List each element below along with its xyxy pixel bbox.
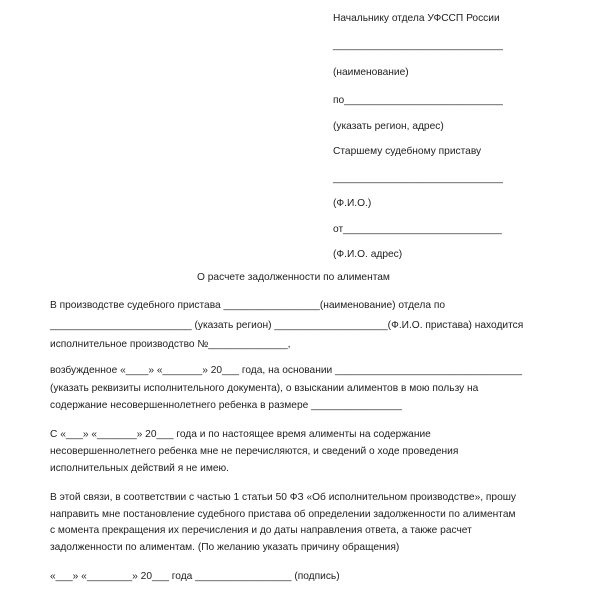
signature-line: «___» «________» 20___ года _________________ (подпись) (50, 571, 340, 582)
addressee-region-line: по____________________________ (333, 95, 503, 106)
addressee-bailiff-line: Старшему судебному приставу (333, 146, 482, 157)
paragraph-line: (указать реквизиты исполнительного документа), о взыскании алиментов в мою пользу на (50, 383, 479, 394)
addressee-line: Начальнику отдела УФССП России (333, 13, 500, 24)
addressee-blank-line: ______________________________ (333, 40, 503, 51)
paragraph-line: В производстве судебного пристава _________________(наименование) отдела по (50, 300, 445, 311)
paragraph-line: задолженности по алиментам. (По желанию указать причину обращения) (50, 542, 400, 553)
sender-hint: (Ф.И.О. адрес) (333, 249, 403, 260)
paragraph-line: В этой связи, в соответствии с частью 1 статьи 50 ФЗ «Об исполнительном производстве», прошу (50, 492, 517, 503)
paragraph-line: с момента прекращения их перечисления и до даты направления ответа, а также расчет (50, 525, 472, 536)
addressee-hint: (указать регион, адрес) (333, 121, 444, 132)
addressee-hint: (наименование) (333, 67, 409, 78)
addressee-blank-line: ______________________________ (333, 173, 503, 184)
addressee-hint: (Ф.И.О.) (333, 198, 372, 209)
paragraph-line: исполнительное производство №______________, (50, 339, 291, 350)
paragraph-line: несовершеннолетнего ребенка мне не перечисляются, и сведений о ходе проведения (50, 446, 459, 457)
paragraph-line: исполнительных действий я не имею. (50, 463, 229, 474)
paragraph-line: С «___» «_______» 20___ года и по настоящее время алименты на содержание (50, 429, 431, 440)
paragraph-line: содержание несовершеннолетнего ребенка в размере ________________ (50, 400, 402, 411)
paragraph-line: _________________________ (указать регион) ____________________(Ф.И.О. пристава) находится (50, 320, 524, 331)
document-title: О расчете задолженности по алиментам (197, 272, 390, 283)
paragraph-line: возбужденное «____» «_______» 20___ года, на основании _________________________________ (50, 365, 523, 376)
paragraph-line: направить мне постановление судебного пристава об определении задолженности по алиментам (50, 509, 516, 520)
sender-line: от____________________________ (333, 224, 502, 235)
